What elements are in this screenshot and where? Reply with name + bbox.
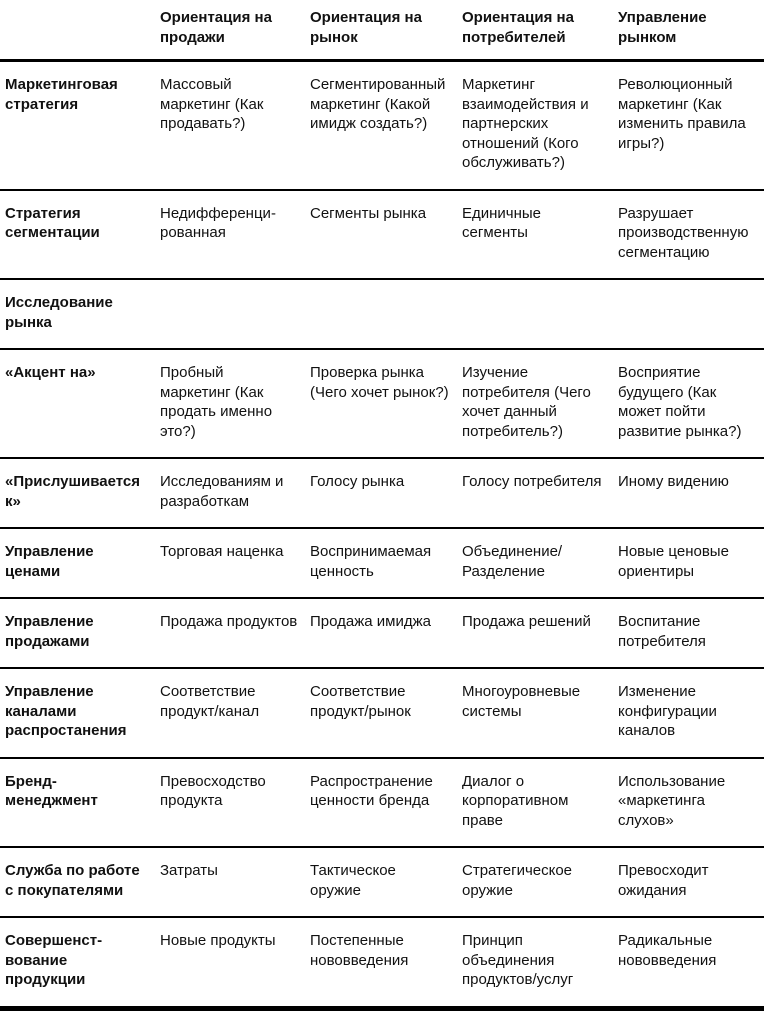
table-cell: Торговая наценка <box>160 543 284 560</box>
table-cell: Тактическое оружие <box>310 862 396 899</box>
table-cell: Новые ценовые ориентиры <box>618 543 729 580</box>
table-cell: Стратегическое оружие <box>462 862 573 899</box>
table-cell <box>462 279 618 349</box>
table-cell: Объединение/Разделение <box>462 543 563 580</box>
table-cell: Распространение ценности бренда <box>310 772 433 809</box>
table-row-emphasis-on <box>0 349 764 458</box>
table-cell: Радикальные нововведения <box>618 932 717 969</box>
table-cell: Превосходство продукта <box>160 772 266 809</box>
table-cell: Восприятие будущего (Как может пойти развитие рынка?) <box>618 364 742 440</box>
column-header-consumer-orientation: Ориентация на потребителей <box>462 0 618 61</box>
table-row-sales-management <box>0 598 764 668</box>
table-cell <box>310 279 462 349</box>
table-cell: Сегменты рынка <box>310 204 427 222</box>
table-cell: Продажа продуктов <box>160 613 298 630</box>
table-cell: Постепенные нововведения <box>310 932 409 969</box>
row-label: Управление ценами <box>5 543 94 580</box>
row-label: Управление продажами <box>5 613 94 650</box>
table-cell: Изменение конфигурации каналов <box>618 683 717 739</box>
table-cell: Пробный маркетинг (Как продать именно это?) <box>160 364 273 440</box>
table-cell <box>618 279 764 349</box>
row-label: «Прислушивается к» <box>5 473 140 510</box>
row-label: Маркетинговая стратегия <box>5 76 118 113</box>
table-cell: Диалог о корпоративном праве <box>462 772 569 829</box>
table-cell: Изучение потребителя (Чего хочет данный потребитель?) <box>462 364 591 440</box>
table-row-channel-management <box>0 668 764 758</box>
corner-cell <box>0 0 160 61</box>
row-label: Бренд-менеджмент <box>5 772 98 809</box>
table-cell: Продажа имиджа <box>310 613 431 630</box>
table-cell: Воспитание потребителя <box>618 613 706 650</box>
table-row-customer-service <box>0 847 764 917</box>
table-cell: Голосу рынка <box>310 473 405 490</box>
table-cell: Проверка рынка (Чего хочет рынок?) <box>310 364 449 401</box>
table-row-product-improvement <box>0 917 764 1008</box>
column-header-sales-orientation: Ориентация на продажи <box>160 0 310 61</box>
row-label: «Акцент на» <box>5 364 96 381</box>
table-cell: Иному видению <box>618 473 729 490</box>
table-row-price-management <box>0 528 764 598</box>
table-cell: Единичные сегменты <box>462 204 542 241</box>
table-cell: Принцип объединения продуктов/услуг <box>462 932 574 988</box>
table-cell: Разрушает производственную сегментацию <box>618 204 749 261</box>
table-cell: Исследованиям и разработкам <box>160 473 284 510</box>
table-cell: Превосходит ожидания <box>618 862 709 899</box>
row-label: Стратегия сегментации <box>5 204 100 241</box>
table-cell: Соответствие продукт/рынок <box>310 683 411 720</box>
column-header-market-driving: Управление рынком <box>618 0 764 61</box>
table-cell: Использование «маркетинга слухов» <box>618 772 726 829</box>
table-cell: Соответствие продукт/канал <box>160 683 260 720</box>
table-row-market-research-section <box>0 279 764 349</box>
table-cell: Многоуровневые системы <box>462 683 581 720</box>
table-cell: Новые продукты <box>160 932 276 949</box>
table-cell: Продажа решений <box>462 613 591 630</box>
table-row-marketing-strategy <box>0 61 764 190</box>
table-cell <box>160 279 310 349</box>
table-cell: Затраты <box>160 862 218 879</box>
table-cell: Воспринимаемая ценность <box>310 543 432 580</box>
section-label: Исследование рынка <box>5 294 113 331</box>
table-cell: Массовый маркетинг (Как продавать?) <box>160 76 264 132</box>
header-row <box>0 0 764 61</box>
table-cell: Маркетинг взаимодействия и партнерских отношений (Кого обслуживать?) <box>462 76 589 171</box>
row-label: Служба по работе с покупателями <box>5 862 140 899</box>
row-label: Управление каналами распростанения <box>5 683 127 739</box>
table-row-brand-management <box>0 758 764 848</box>
table-cell: Революционный маркетинг (Как изменить правила игры?) <box>618 76 746 152</box>
table-row-listens-to <box>0 458 764 528</box>
table-cell: Голосу потребителя <box>462 473 602 490</box>
column-header-market-orientation: Ориентация на рынок <box>310 0 462 61</box>
table-cell: Недифференцированная <box>160 204 276 241</box>
row-label: Совершенствование продукции <box>5 932 103 988</box>
table-cell: Сегментированный маркетинг (Какой имидж создать?) <box>310 76 446 132</box>
table-row-segmentation-strategy <box>0 190 764 280</box>
